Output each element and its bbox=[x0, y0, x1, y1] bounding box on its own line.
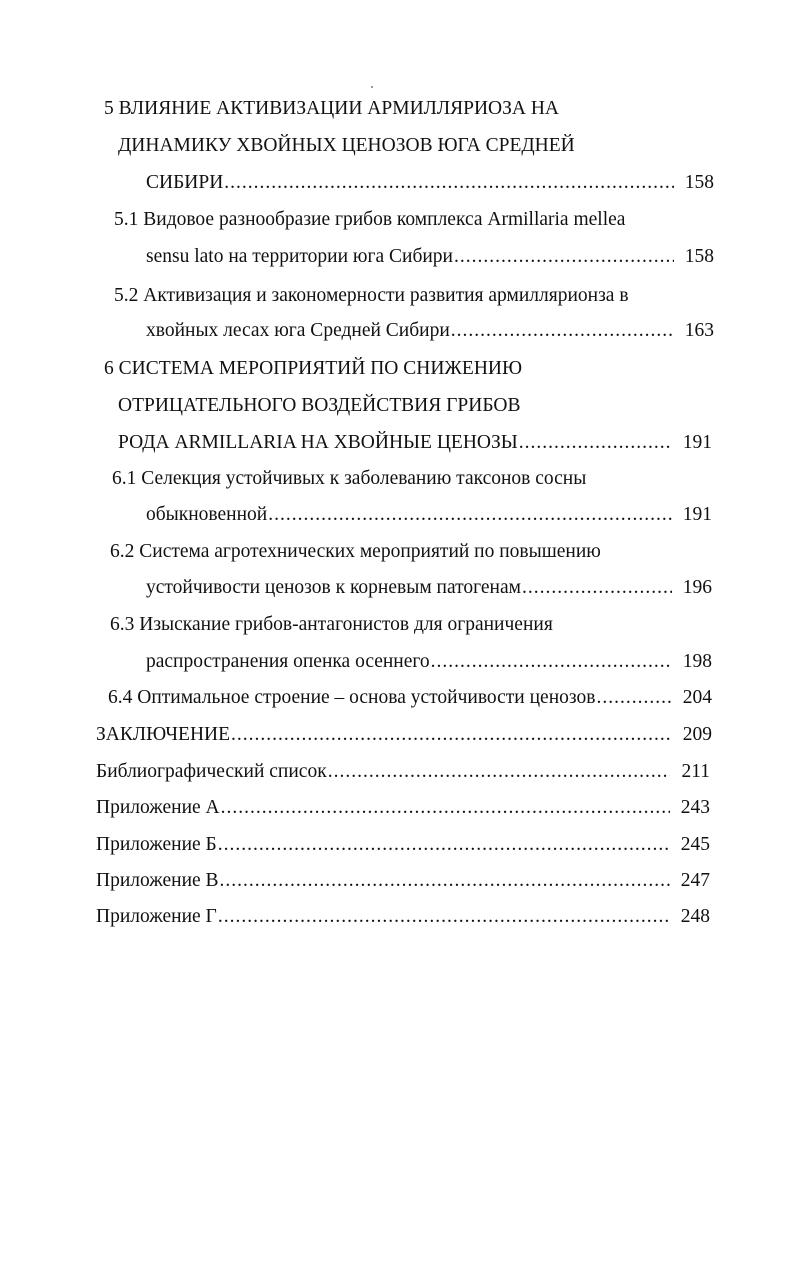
dot-leader bbox=[431, 647, 672, 677]
toc-appendix-g-page: 248 bbox=[680, 906, 710, 927]
toc-s52-line1[interactable] bbox=[114, 281, 724, 311]
toc-ch5-title-part1: 5 ВЛИЯНИЕ АКТИВИЗАЦИИ АРМИЛЛЯРИОЗА НА bbox=[104, 98, 560, 119]
toc-appendix-b-title: Приложение Б bbox=[96, 834, 217, 855]
toc-s62-title-part2: устойчивости ценозов к корневым патогенам bbox=[146, 577, 521, 598]
toc-ch6-page: 191 bbox=[682, 432, 712, 453]
toc-s52-title-part1: 5.2 Активизация и закономерности развития армиллярионза в bbox=[114, 285, 629, 306]
dot-leader bbox=[218, 830, 670, 860]
dot-leader bbox=[454, 242, 674, 272]
toc-s61-line1[interactable] bbox=[112, 464, 722, 494]
toc-ch5-line2[interactable] bbox=[118, 131, 738, 161]
toc-s63-line2[interactable] bbox=[146, 647, 712, 677]
toc-s52-title-part2: хвойных лесах юга Средней Сибири bbox=[146, 320, 450, 341]
toc-conclusion-page: 209 bbox=[682, 724, 712, 745]
toc-s52-page: 163 bbox=[684, 320, 714, 341]
toc-s51-page: 158 bbox=[684, 246, 714, 267]
toc-s61-page: 191 bbox=[682, 504, 712, 525]
toc-s64-title: 6.4 Оптимальное строение – основа устойчивости ценозов bbox=[108, 687, 596, 708]
toc-ch6-title-part3: РОДА ARMILLARIA НА ХВОЙНЫЕ ЦЕНОЗЫ bbox=[118, 432, 518, 453]
toc-biblio-page: 211 bbox=[681, 761, 710, 782]
toc-ch5-title-part2: ДИНАМИКУ ХВОЙНЫХ ЦЕНОЗОВ ЮГА СРЕДНЕЙ bbox=[118, 135, 575, 156]
toc-s51-title-part2: sensu lato на территории юга Сибири bbox=[146, 246, 453, 267]
toc-s62-line2[interactable] bbox=[146, 573, 712, 603]
toc-appendix-v-line[interactable] bbox=[96, 866, 710, 896]
toc-conclusion-title: ЗАКЛЮЧЕНИЕ bbox=[96, 724, 231, 745]
toc-s64-page: 204 bbox=[682, 687, 712, 708]
toc-s51-line2[interactable] bbox=[146, 242, 714, 272]
toc-biblio-title: Библиографический список bbox=[96, 761, 327, 782]
toc-s61-title-part2: обыкновенной bbox=[146, 504, 268, 525]
toc-ch5-line3[interactable] bbox=[146, 168, 714, 198]
toc-appendix-a-title: Приложение А bbox=[96, 797, 220, 818]
dot-leader bbox=[220, 866, 670, 896]
dot-leader bbox=[221, 793, 670, 823]
toc-appendix-g-line[interactable] bbox=[96, 902, 710, 932]
toc-biblio-line[interactable] bbox=[96, 757, 710, 787]
scan-speck bbox=[371, 86, 373, 88]
toc-ch5-page: 158 bbox=[684, 172, 714, 193]
toc-s61-title-part1: 6.1 Селекция устойчивых к заболеванию таксонов сосны bbox=[112, 468, 587, 489]
dot-leader bbox=[268, 500, 672, 530]
toc-s51-line1[interactable] bbox=[114, 205, 724, 235]
dot-leader bbox=[522, 573, 672, 603]
toc-s62-title-part1: 6.2 Система агротехнических мероприятий по повышению bbox=[110, 541, 601, 562]
dot-leader bbox=[451, 316, 674, 346]
dot-leader bbox=[224, 168, 674, 198]
toc-s62-line1[interactable] bbox=[110, 537, 720, 567]
toc-appendix-b-page: 245 bbox=[680, 834, 710, 855]
toc-ch6-line2[interactable] bbox=[118, 391, 738, 421]
toc-s63-page: 198 bbox=[682, 651, 712, 672]
toc-s61-line2[interactable] bbox=[146, 500, 712, 530]
toc-ch6-line1[interactable] bbox=[104, 354, 724, 384]
toc-appendix-a-line[interactable] bbox=[96, 793, 710, 823]
toc-appendix-v-page: 247 bbox=[680, 870, 710, 891]
dot-leader bbox=[328, 757, 670, 787]
toc-conclusion-line[interactable] bbox=[96, 720, 712, 750]
toc-s52-line2[interactable] bbox=[146, 316, 714, 346]
toc-ch5-line1[interactable] bbox=[104, 94, 724, 124]
toc-appendix-v-title: Приложение В bbox=[96, 870, 219, 891]
toc-ch6-title-part2: ОТРИЦАТЕЛЬНОГО ВОЗДЕЙСТВИЯ ГРИБОВ bbox=[118, 395, 521, 416]
toc-s62-page: 196 bbox=[682, 577, 712, 598]
dot-leader bbox=[519, 428, 672, 458]
toc-s64-line[interactable] bbox=[108, 683, 712, 713]
toc-s63-title-part2: распространения опенка осеннего bbox=[146, 651, 430, 672]
toc-ch5-title-part3: СИБИРИ bbox=[146, 172, 224, 193]
toc-s63-title-part1: 6.3 Изыскание грибов-антагонистов для ограничения bbox=[110, 614, 553, 635]
toc-ch6-line3[interactable] bbox=[118, 428, 712, 458]
dot-leader bbox=[596, 683, 672, 713]
toc-s63-line1[interactable] bbox=[110, 610, 720, 640]
dot-leader bbox=[218, 902, 670, 932]
toc-appendix-g-title: Приложение Г bbox=[96, 906, 217, 927]
toc-appendix-b-line[interactable] bbox=[96, 830, 710, 860]
toc-appendix-a-page: 243 bbox=[680, 797, 710, 818]
toc-s51-title-part1: 5.1 Видовое разнообразие грибов комплекса Armillaria mellea bbox=[114, 209, 626, 230]
dot-leader bbox=[231, 720, 672, 750]
toc-ch6-title-part1: 6 СИСТЕМА МЕРОПРИЯТИЙ ПО СНИЖЕНИЮ bbox=[104, 358, 523, 379]
